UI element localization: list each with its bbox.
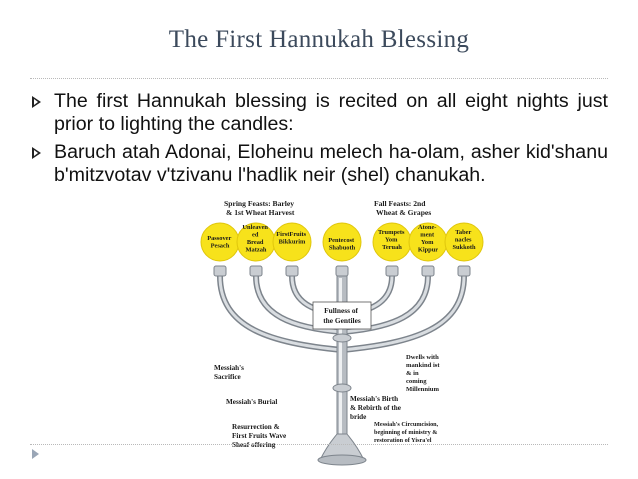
- note-messiahs-circumcision: Messiah's Circumcision, beginning of ministry & restoration of Yisra'el: [374, 421, 439, 444]
- flame-label-firstfruits: FirstFruits Bikkurim: [276, 231, 307, 246]
- note-messiahs-sacrifice: Messiah's Sacrifice: [214, 364, 244, 381]
- fall-feasts-label-line-2: Wheat & Grapes: [376, 208, 432, 217]
- note-resurrection: Resurrection & First Fruits Wave Sheaf offering: [232, 423, 287, 449]
- slide-title: The First Hannukah Blessing: [168, 26, 470, 53]
- flame-label-pentecost: Pentecost Shabuoth: [328, 237, 356, 252]
- menorah-diagram: [207, 198, 476, 468]
- flame-label-trumpets: Trumpets Yom Teruah: [377, 229, 405, 251]
- flame-label-unleavened-bread: Unleaven ed Bread Matzah: [242, 224, 268, 254]
- flame-label-passover: Passover Pesach: [207, 235, 232, 250]
- note-messiahs-burial: Messiah's Burial: [226, 398, 278, 406]
- spring-feasts-label-line-1: Spring Feasts: Barley: [224, 199, 295, 208]
- spring-feasts-label-line-2: & 1st Wheat Harvest: [226, 208, 295, 217]
- center-label: Fullness of the Gentiles: [323, 306, 361, 325]
- note-messiahs-birth: Messiah's Birth & Rebirth of the bride: [350, 395, 401, 421]
- bullet-arrow-icon: [32, 96, 41, 108]
- bullet-text: The first Hannukah blessing is recited on all eight nights just prior to lighting the candles:: [54, 90, 608, 135]
- bullet-text: Baruch atah Adonai, Eloheinu melech ha-olam, asher kid'shanu b'mitzvotav v'tzivanu l'hadlik neir (shel) chanukah.: [54, 141, 608, 186]
- candle-cups: [214, 266, 470, 276]
- flame-label-atonement: Atone- ment Yom Kippur: [417, 224, 439, 254]
- bullet-list: [30, 90, 608, 192]
- bullet-item: [30, 141, 608, 187]
- bullet-item: [30, 90, 608, 136]
- corner-arrow-icon: [32, 449, 39, 459]
- menorah-svg: [207, 198, 476, 468]
- note-dwells-with-mankind: Dwells with mankind ist & in coming Millennium: [406, 354, 440, 393]
- footer-divider: [30, 444, 608, 445]
- flame-label-tabernacles: Taber nacles Sukkoth: [452, 229, 476, 251]
- bullet-arrow-icon: [32, 147, 41, 159]
- title-divider: [30, 78, 608, 79]
- fall-feasts-label-line-1: Fall Feasts: 2nd: [374, 199, 426, 208]
